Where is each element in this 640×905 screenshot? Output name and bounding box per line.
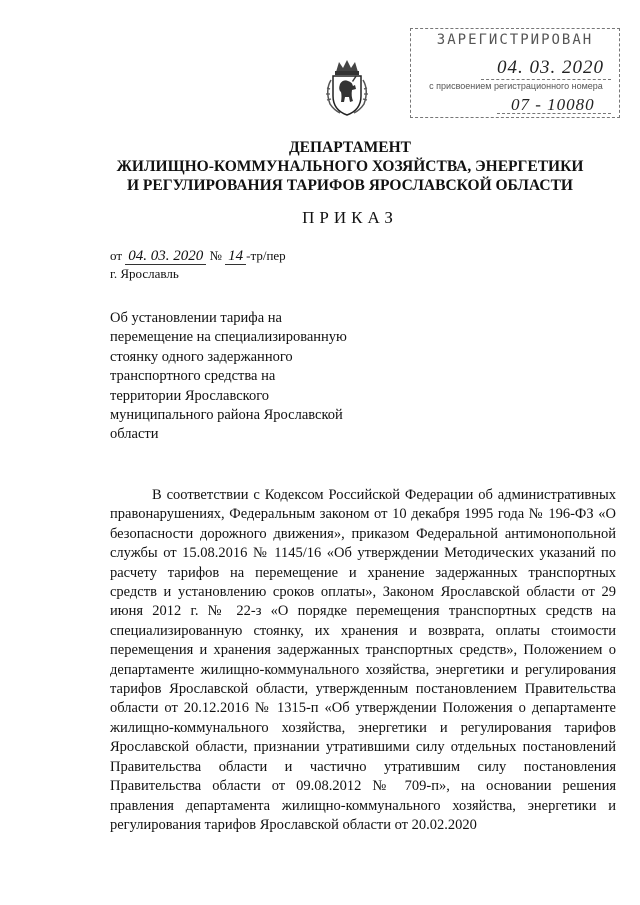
order-number-suffix: -тр/пер <box>246 248 286 263</box>
stamp-date: 04. 03. 2020 <box>497 57 604 78</box>
order-from-label: от <box>110 248 123 263</box>
order-number-label: № <box>209 248 222 263</box>
department-line-1: ДЕПАРТАМЕНТ <box>288 139 412 156</box>
department-line-3: И РЕГУЛИРОВАНИЯ ТАРИФОВ ЯРОСЛАВСКОЙ ОБЛАСТИ <box>127 177 573 194</box>
stamp-number-underline <box>497 113 611 114</box>
department-header <box>80 138 620 195</box>
order-city: г. Ярославль <box>110 266 179 281</box>
yaroslavl-coat-of-arms-icon <box>322 58 372 120</box>
stamp-subtitle: с присвоением регистрационного номера <box>429 81 603 91</box>
stamp-date-underline <box>481 79 611 80</box>
order-subject: Об установлении тарифа на перемещение на специализированную стоянку одного задержанного транспортного средства на территории Ярославского муниципального района Ярославской области <box>110 310 347 443</box>
stamp-title: ЗАРЕГИСТРИРОВАН <box>436 32 594 48</box>
order-body-paragraph: В соответствии с Кодексом Российской Федерации об административных правонарушениях, Федеральным законом от 10 декабря 1995 года № 196-ФЗ «О безопасности дорожного движения», приказом Федеральной антимонопольной службы от 15.08.2016 № 1145/16 «Об утверждении Методических указаний по расчету тарифов на перемещение и хранение задержанных транспортных средств и установлению сроков оплаты», Законом Ярославской области от 29 июня 2012 г. № 22-з «О порядке перемещения транспортных средств на специализированную стоянку, их хранения и возврата, оплаты стоимости перемещения и хранения задержанных транспортных средств», Положением о департаменте жилищно-коммунального хозяйства, энергетики и регулирования тарифов Ярославской области, утвержденным постановлением Правительства области от 20.12.2016 № 1315-п «Об утверждении Положения о департаменте жилищно-коммунального хозяйства, энергетики и регулирования тарифов Ярославской области, признании утратившими силу отдельных постановлений Правительства области и частично утратившим силу постановления Правительства области от 09.08.2012 № 709-п», на основании решения правления департамента жилищно-коммунального хозяйства, энергетики и регулирования тарифов Ярославской области от 20.02.2020 <box>110 487 616 833</box>
department-line-2: ЖИЛИЩНО-КОММУНАЛЬНОГО ХОЗЯЙСТВА, ЭНЕРГЕТИКИ <box>116 158 584 175</box>
stamp-number: 07 - 10080 <box>511 95 595 114</box>
order-date-number-line <box>110 248 286 265</box>
order-number: 14 <box>225 248 246 265</box>
order-title: ПРИКАЗ <box>302 208 398 227</box>
registration-stamp <box>410 28 620 118</box>
order-date: 04. 03. 2020 <box>125 248 206 265</box>
